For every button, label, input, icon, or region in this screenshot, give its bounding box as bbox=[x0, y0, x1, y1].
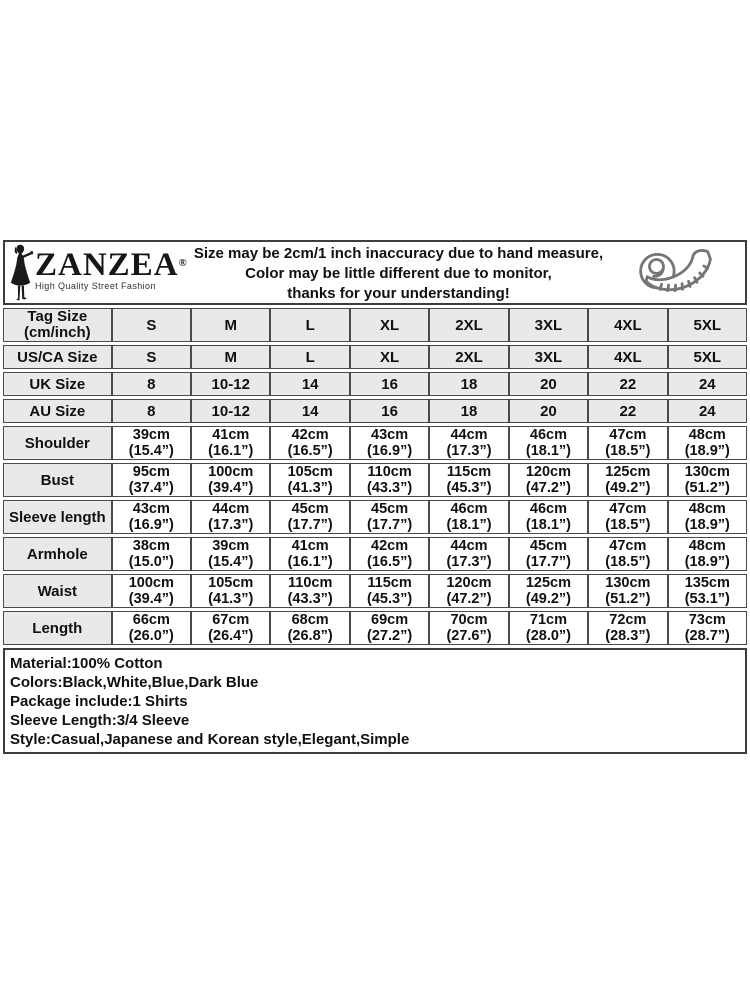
inch-value: (18.9”) bbox=[684, 517, 730, 533]
inch-value: (43.3”) bbox=[287, 591, 333, 607]
size-cell: 20 bbox=[509, 372, 588, 396]
cm-value: 41cm bbox=[212, 427, 250, 443]
measure-cell bbox=[112, 500, 191, 534]
inch-value: (43.3”) bbox=[367, 480, 413, 496]
cm-value: 120cm bbox=[446, 575, 492, 591]
inch-value: (18.9”) bbox=[684, 443, 730, 459]
inch-value: (28.3”) bbox=[605, 628, 651, 644]
cm-value: 100cm bbox=[208, 464, 254, 480]
inch-value: (17.3”) bbox=[208, 517, 254, 533]
measure-cell bbox=[588, 463, 667, 497]
measure-cell bbox=[191, 426, 270, 460]
measure-cell bbox=[668, 426, 747, 460]
measure-cell bbox=[112, 537, 191, 571]
size-cell: 8 bbox=[112, 399, 191, 423]
row-label-bust: Bust bbox=[3, 463, 112, 497]
measure-cell bbox=[429, 426, 508, 460]
inch-value: (53.1”) bbox=[684, 591, 730, 607]
detail-line-colors: Colors:Black,White,Blue,Dark Blue bbox=[10, 674, 259, 691]
size-cell: 2XL bbox=[429, 345, 508, 369]
cm-value: 67cm bbox=[212, 612, 250, 628]
cm-value: 47cm bbox=[609, 501, 647, 517]
column-header-2xl: 2XL bbox=[429, 308, 508, 342]
inch-value: (17.7”) bbox=[367, 517, 413, 533]
cm-value: 66cm bbox=[132, 612, 170, 628]
inch-value: (15.4”) bbox=[208, 554, 254, 570]
cm-value: 72cm bbox=[609, 612, 647, 628]
inch-value: (47.2”) bbox=[525, 480, 571, 496]
column-header-4xl: 4XL bbox=[588, 308, 667, 342]
cm-value: 41cm bbox=[291, 538, 329, 554]
inch-value: (51.2”) bbox=[684, 480, 730, 496]
measure-cell bbox=[270, 611, 349, 645]
size-cell: 16 bbox=[350, 372, 429, 396]
tape-measure-icon bbox=[607, 246, 745, 300]
measure-cell bbox=[429, 500, 508, 534]
inch-value: (45.3”) bbox=[367, 591, 413, 607]
table-row-sleeve-length bbox=[3, 500, 747, 534]
cm-value: 69cm bbox=[371, 612, 409, 628]
measure-cell bbox=[350, 537, 429, 571]
cm-value: 43cm bbox=[132, 501, 170, 517]
row-label-sleeve-length: Sleeve length bbox=[3, 500, 112, 534]
inch-value: (16.5”) bbox=[367, 554, 413, 570]
row-label-uk: UK Size bbox=[3, 372, 112, 396]
measure-cell bbox=[429, 574, 508, 608]
inch-value: (28.0”) bbox=[525, 628, 571, 644]
cm-value: 47cm bbox=[609, 538, 647, 554]
cm-value: 70cm bbox=[450, 612, 488, 628]
measure-cell bbox=[350, 574, 429, 608]
registered-trademark-icon: ® bbox=[178, 256, 187, 269]
inch-value: (51.2”) bbox=[605, 591, 651, 607]
column-header-xl: XL bbox=[350, 308, 429, 342]
inch-value: (49.2”) bbox=[605, 480, 651, 496]
measure-cell bbox=[588, 574, 667, 608]
measure-cell bbox=[270, 500, 349, 534]
detail-line-sleeve-length: Sleeve Length:3/4 Sleeve bbox=[10, 712, 190, 729]
inch-value: (18.1”) bbox=[446, 517, 492, 533]
measure-cell bbox=[270, 574, 349, 608]
measure-cell bbox=[191, 611, 270, 645]
tag-size-line1: Tag Size bbox=[27, 308, 88, 325]
cm-value: 48cm bbox=[688, 501, 726, 517]
size-cell: 10-12 bbox=[191, 399, 270, 423]
measure-cell bbox=[588, 611, 667, 645]
row-label-length: Length bbox=[3, 611, 112, 645]
measure-cell bbox=[112, 611, 191, 645]
size-cell: L bbox=[270, 345, 349, 369]
size-cell: 20 bbox=[509, 399, 588, 423]
measure-cell bbox=[509, 611, 588, 645]
inch-value: (41.3”) bbox=[287, 480, 333, 496]
measure-cell bbox=[509, 574, 588, 608]
measure-cell bbox=[509, 463, 588, 497]
brand-text-block bbox=[35, 244, 187, 291]
cm-value: 73cm bbox=[688, 612, 726, 628]
measure-cell bbox=[429, 537, 508, 571]
inch-value: (18.5”) bbox=[605, 554, 651, 570]
cm-value: 110cm bbox=[287, 575, 333, 591]
cm-value: 135cm bbox=[684, 575, 730, 591]
brand-name bbox=[35, 246, 187, 283]
inch-value: (16.9”) bbox=[128, 517, 174, 533]
cm-value: 46cm bbox=[529, 501, 567, 517]
inch-value: (17.3”) bbox=[446, 554, 492, 570]
cm-value: 115cm bbox=[367, 575, 412, 591]
inch-value: (16.5”) bbox=[287, 443, 333, 459]
measure-cell bbox=[668, 537, 747, 571]
cm-value: 115cm bbox=[446, 464, 492, 480]
detail-line-package: Package include:1 Shirts bbox=[10, 693, 188, 710]
measure-cell bbox=[588, 537, 667, 571]
table-row-waist bbox=[3, 574, 747, 608]
measure-cell bbox=[191, 463, 270, 497]
inch-value: (17.7”) bbox=[525, 554, 571, 570]
row-label-usca: US/CA Size bbox=[3, 345, 112, 369]
cm-value: 44cm bbox=[450, 538, 488, 554]
inch-value: (15.0”) bbox=[128, 554, 174, 570]
cm-value: 39cm bbox=[212, 538, 250, 554]
measure-cell bbox=[350, 426, 429, 460]
table-row-uk-size bbox=[3, 372, 747, 396]
measure-cell bbox=[270, 426, 349, 460]
table-row-au-size bbox=[3, 399, 747, 423]
table-row-usca-size bbox=[3, 345, 747, 369]
measure-cell bbox=[509, 500, 588, 534]
inch-value: (16.9”) bbox=[367, 443, 413, 459]
size-table bbox=[3, 305, 747, 648]
disclaimer-line-1: Size may be 2cm/1 inch inaccuracy due to hand measure, bbox=[193, 244, 604, 262]
inch-value: (17.3”) bbox=[446, 443, 492, 459]
cm-value: 38cm bbox=[132, 538, 170, 554]
cm-value: 105cm bbox=[287, 464, 333, 480]
size-cell: 22 bbox=[588, 399, 667, 423]
inch-value: (18.5”) bbox=[605, 443, 651, 459]
measure-cell bbox=[509, 426, 588, 460]
size-cell: XL bbox=[350, 345, 429, 369]
measure-cell bbox=[509, 537, 588, 571]
cm-value: 47cm bbox=[609, 427, 647, 443]
measure-cell bbox=[668, 500, 747, 534]
measure-cell bbox=[429, 463, 508, 497]
inch-value: (18.1”) bbox=[525, 443, 571, 459]
inch-value: (49.2”) bbox=[525, 591, 571, 607]
cm-value: 130cm bbox=[605, 575, 651, 591]
inch-value: (18.5”) bbox=[605, 517, 651, 533]
size-cell: 4XL bbox=[588, 345, 667, 369]
size-cell: 16 bbox=[350, 399, 429, 423]
cm-value: 71cm bbox=[529, 612, 567, 628]
cm-value: 105cm bbox=[208, 575, 254, 591]
measure-cell bbox=[191, 500, 270, 534]
size-cell: 14 bbox=[270, 372, 349, 396]
cm-value: 45cm bbox=[529, 538, 567, 554]
tag-size-line2: (cm/inch) bbox=[23, 324, 91, 341]
size-cell: 10-12 bbox=[191, 372, 270, 396]
cm-value: 125cm bbox=[525, 575, 571, 591]
measure-cell bbox=[270, 537, 349, 571]
cm-value: 68cm bbox=[291, 612, 329, 628]
measure-cell bbox=[350, 500, 429, 534]
brand-wordmark: ZANZEA bbox=[35, 246, 179, 283]
inch-value: (41.3”) bbox=[208, 591, 254, 607]
inch-value: (26.4”) bbox=[208, 628, 254, 644]
size-cell: 14 bbox=[270, 399, 349, 423]
size-cell: 22 bbox=[588, 372, 667, 396]
cm-value: 45cm bbox=[291, 501, 329, 517]
table-row-tag-size bbox=[3, 308, 747, 342]
row-label-waist: Waist bbox=[3, 574, 112, 608]
size-cell: 5XL bbox=[668, 345, 747, 369]
size-cell: 18 bbox=[429, 372, 508, 396]
inch-value: (18.1”) bbox=[525, 517, 571, 533]
inch-value: (39.4”) bbox=[128, 591, 174, 607]
measure-cell bbox=[191, 574, 270, 608]
measure-cell bbox=[429, 611, 508, 645]
cm-value: 44cm bbox=[212, 501, 250, 517]
disclaimer-line-2: Color may be little different due to monitor, bbox=[245, 264, 552, 282]
measure-cell bbox=[668, 463, 747, 497]
measure-cell bbox=[588, 500, 667, 534]
inch-value: (17.7”) bbox=[287, 517, 333, 533]
measure-cell bbox=[588, 426, 667, 460]
brand-header bbox=[3, 240, 747, 305]
column-header-s: S bbox=[112, 308, 191, 342]
column-header-l: L bbox=[270, 308, 349, 342]
inch-value: (16.1”) bbox=[208, 443, 254, 459]
table-row-length bbox=[3, 611, 747, 645]
inch-value: (39.4”) bbox=[208, 480, 254, 496]
inch-value: (45.3”) bbox=[446, 480, 492, 496]
measure-cell bbox=[191, 537, 270, 571]
inch-value: (27.6”) bbox=[446, 628, 492, 644]
cm-value: 100cm bbox=[128, 575, 174, 591]
detail-line-style: Style:Casual,Japanese and Korean style,Elegant,Simple bbox=[10, 731, 410, 748]
cm-value: 48cm bbox=[688, 427, 726, 443]
column-header-5xl: 5XL bbox=[668, 308, 747, 342]
cm-value: 48cm bbox=[688, 538, 726, 554]
cm-value: 42cm bbox=[371, 538, 409, 554]
measure-cell bbox=[112, 574, 191, 608]
inch-value: (26.8”) bbox=[287, 628, 333, 644]
inch-value: (16.1”) bbox=[287, 554, 333, 570]
inch-value: (26.0”) bbox=[128, 628, 174, 644]
cm-value: 130cm bbox=[684, 464, 730, 480]
table-row-shoulder bbox=[3, 426, 747, 460]
cm-value: 95cm bbox=[132, 464, 170, 480]
row-label-tag-size bbox=[3, 308, 112, 342]
cm-value: 42cm bbox=[291, 427, 329, 443]
measure-cell bbox=[112, 463, 191, 497]
size-cell: 8 bbox=[112, 372, 191, 396]
inch-value: (47.2”) bbox=[446, 591, 492, 607]
row-label-shoulder: Shoulder bbox=[3, 426, 112, 460]
cm-value: 120cm bbox=[525, 464, 571, 480]
cm-value: 43cm bbox=[371, 427, 409, 443]
disclaimer-line-3: thanks for your understanding! bbox=[287, 284, 510, 302]
cm-value: 44cm bbox=[450, 427, 488, 443]
brand-tagline: High Quality Street Fashion bbox=[35, 280, 156, 291]
cm-value: 46cm bbox=[450, 501, 488, 517]
measure-cell bbox=[112, 426, 191, 460]
row-label-au: AU Size bbox=[3, 399, 112, 423]
measure-cell bbox=[350, 611, 429, 645]
detail-line-material: Material:100% Cotton bbox=[10, 655, 163, 672]
cm-value: 110cm bbox=[367, 464, 412, 480]
cm-value: 46cm bbox=[529, 427, 567, 443]
row-label-armhole: Armhole bbox=[3, 537, 112, 571]
size-cell: 24 bbox=[668, 399, 747, 423]
size-cell: M bbox=[191, 345, 270, 369]
table-row-armhole bbox=[3, 537, 747, 571]
column-header-m: M bbox=[191, 308, 270, 342]
measure-cell bbox=[668, 611, 747, 645]
size-cell: S bbox=[112, 345, 191, 369]
column-header-3xl: 3XL bbox=[509, 308, 588, 342]
inch-value: (37.4”) bbox=[128, 480, 174, 496]
table-row-bust bbox=[3, 463, 747, 497]
cm-value: 45cm bbox=[371, 501, 409, 517]
measure-cell bbox=[350, 463, 429, 497]
inch-value: (18.9”) bbox=[684, 554, 730, 570]
product-details-box bbox=[3, 648, 747, 754]
size-chart-sheet bbox=[3, 240, 747, 754]
size-cell: 3XL bbox=[509, 345, 588, 369]
brand-logo bbox=[5, 244, 190, 302]
size-cell: 18 bbox=[429, 399, 508, 423]
inch-value: (15.4”) bbox=[128, 443, 174, 459]
inch-value: (28.7”) bbox=[684, 628, 730, 644]
cm-value: 125cm bbox=[605, 464, 651, 480]
size-cell: 24 bbox=[668, 372, 747, 396]
inch-value: (27.2”) bbox=[367, 628, 413, 644]
woman-figure-icon bbox=[8, 244, 34, 302]
cm-value: 39cm bbox=[132, 427, 170, 443]
measure-cell bbox=[668, 574, 747, 608]
measure-cell bbox=[270, 463, 349, 497]
size-disclaimer bbox=[190, 242, 607, 304]
